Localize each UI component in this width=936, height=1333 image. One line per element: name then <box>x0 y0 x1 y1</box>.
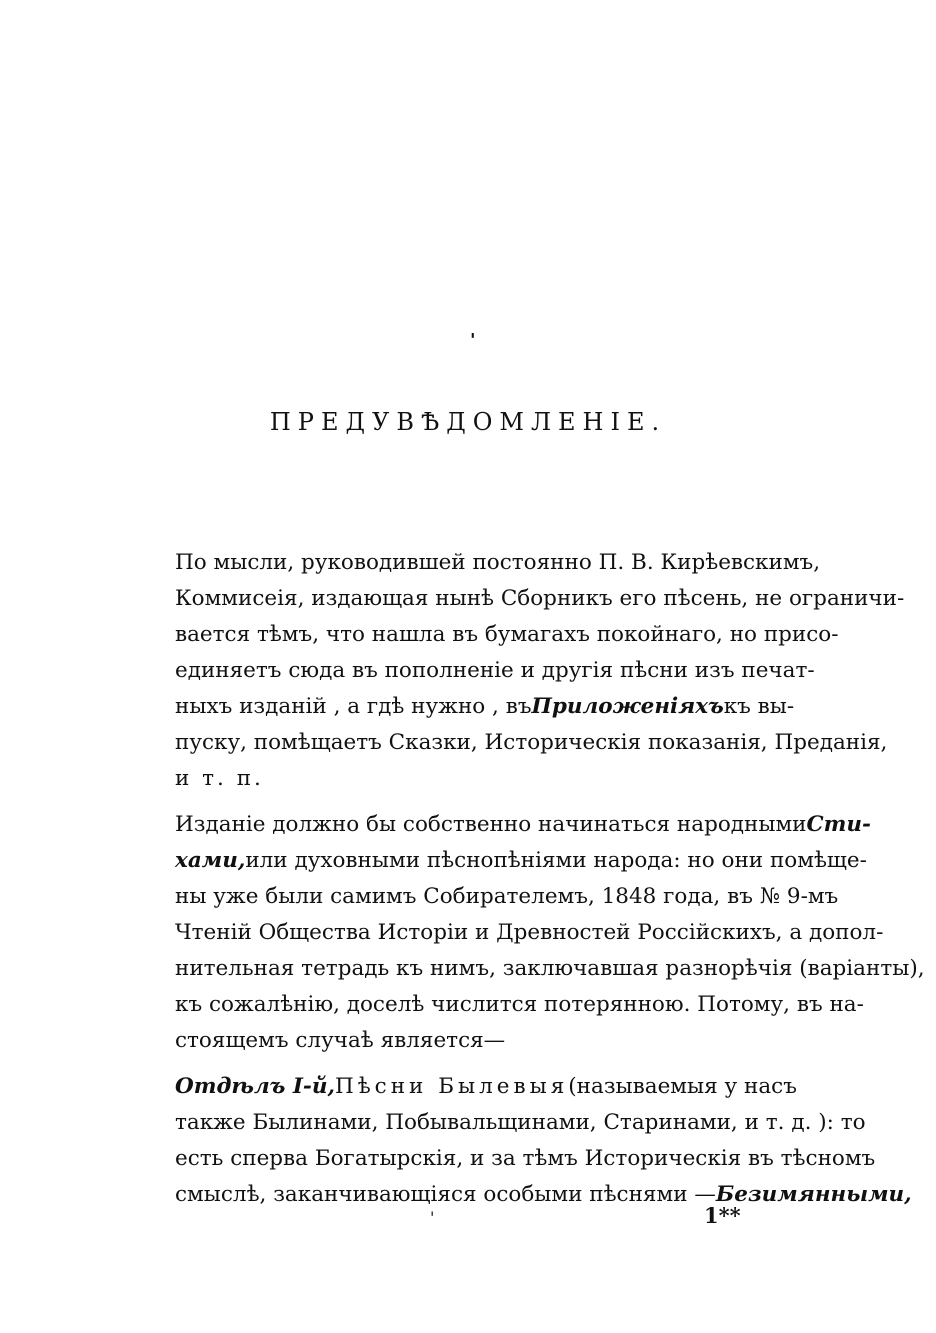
text-fragment: къ вы- <box>723 694 795 719</box>
text-line: Коммисеія, издающая нынѣ Сборникъ его пѣсень, не ограничи- <box>175 586 905 611</box>
paragraph-1 <box>175 545 905 797</box>
text-line: стоящемъ случаѣ является— <box>175 1028 506 1053</box>
italic-term: Приложеніяхъ <box>531 694 724 719</box>
text-fragment: Изданіе должно бы собственно начинаться народными <box>175 812 807 837</box>
text-fragment: ныхъ изданій , а гдѣ нужно , въ <box>175 694 532 719</box>
text-line: есть сперва Богатырскія, и за тѣмъ Историческія въ тѣсномъ <box>175 1146 876 1171</box>
stray-mark: ' <box>470 330 476 351</box>
signature-mark: 1** <box>704 1203 741 1228</box>
paragraph-2 <box>175 807 925 1059</box>
text-line: нительная тетрадь къ нимъ, заключавшая разнорѣчія (варіанты), <box>175 956 925 981</box>
section-title: Пѣсни Былевыя <box>334 1074 569 1099</box>
italic-term: Безимянными, <box>715 1182 912 1207</box>
text-line: единяетъ сюда въ пополненіе и другія пѣсни изъ печат- <box>175 658 815 683</box>
text-line: пуску, помѣщаетъ Сказки, Историческія показанія, Преданія, <box>175 730 888 755</box>
text-line: къ сожалѣнію, доселѣ числится потерянною. Потому, въ на- <box>175 992 864 1017</box>
paragraph-3 <box>175 1069 912 1213</box>
text-line: ны уже были самимъ Собирателемъ, 1848 года, въ № 9-мъ <box>175 884 839 909</box>
stray-mark: ' <box>430 1208 435 1227</box>
text-line <box>175 1177 912 1213</box>
text-line: и т. п. <box>175 766 264 791</box>
italic-term: хами, <box>175 848 246 873</box>
text-line <box>175 689 795 725</box>
italic-term: Сти- <box>806 812 871 837</box>
text-line: По мысли, руководившей постоянно П. В. Кирѣевскимъ, <box>175 550 821 575</box>
text-fragment: смыслѣ, заканчивающіяся особыми пѣснями — <box>175 1182 716 1207</box>
text-line <box>175 807 871 843</box>
text-line: также Былинами, Побывальщинами, Старинами, и т. д. ): то <box>175 1110 866 1135</box>
text-fragment: (называемыя у насъ <box>568 1074 797 1099</box>
text-fragment: или духовными пѣснопѣніями народа: но они помѣще- <box>245 848 867 873</box>
section-label: Отдѣлъ I-й, <box>175 1074 335 1099</box>
text-line <box>175 843 867 879</box>
text-line <box>175 1069 797 1105</box>
page-title: ПРЕДУВѢДОМЛЕНІЕ. <box>269 408 667 436</box>
text-line: вается тѣмъ, что нашла въ бумагахъ покойнаго, но присо- <box>175 622 839 647</box>
text-line: Чтеній Общества Исторіи и Древностей Россійскихъ, а допол- <box>175 920 884 945</box>
